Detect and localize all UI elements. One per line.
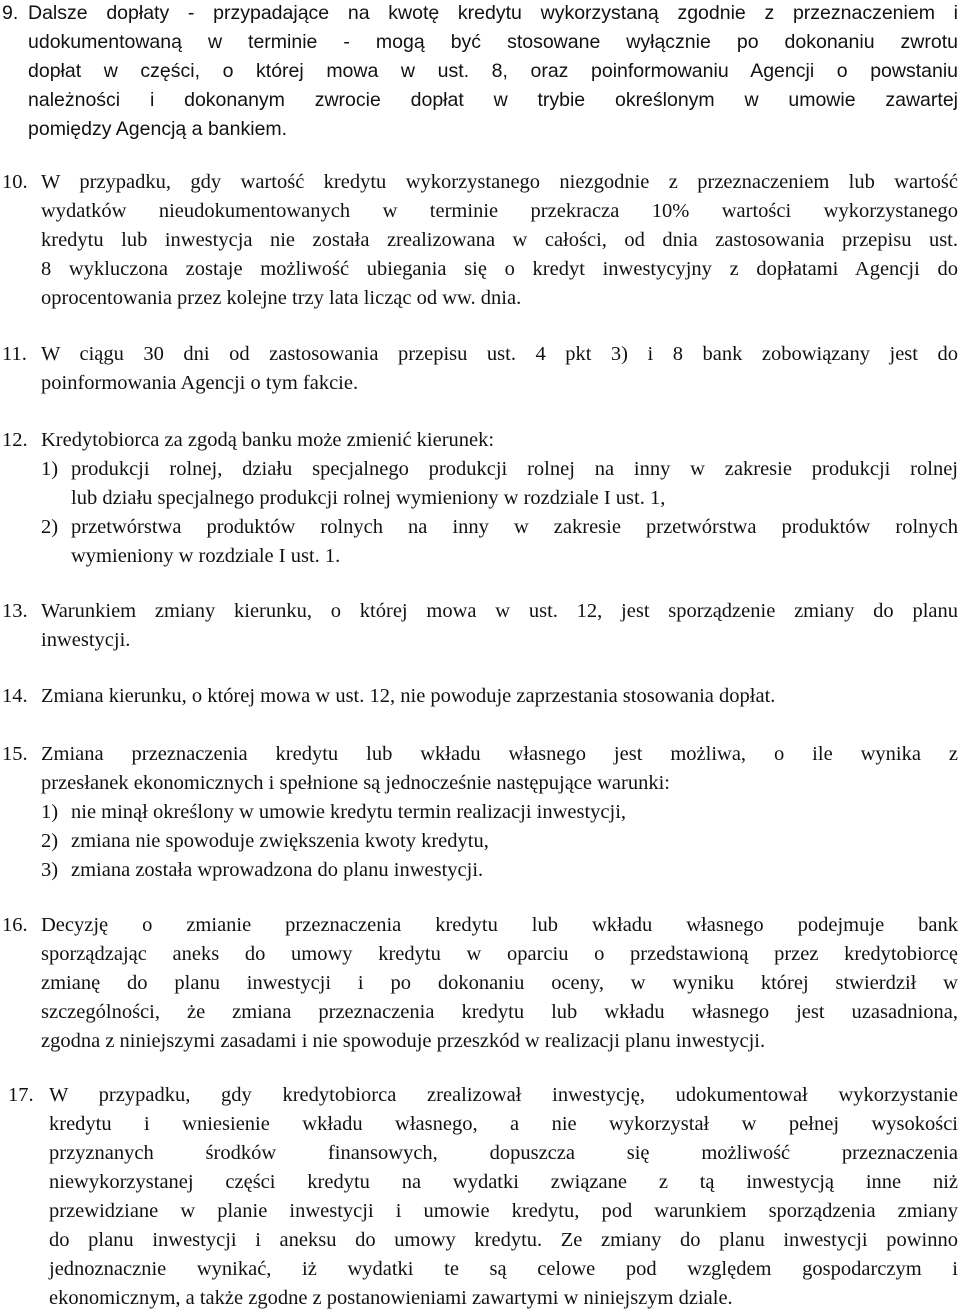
text-line: szczególności, że zmiana przeznaczenia kredytu lub wkładu własnego jest uzasadniona, xyxy=(41,1001,958,1023)
text-line: poinformowania Agencji o tym fakcie. xyxy=(41,372,359,394)
text-line: należności i dokonanym zwrocie dopłat w trybie określonym w umowie zawartej xyxy=(28,89,958,111)
text-line: kredytu i wniesienie wkładu własnego, a nie wykorzystał w pełnej wysokości xyxy=(49,1113,958,1135)
list-item xyxy=(41,827,958,856)
paragraph-intro: Kredytobiorca za zgodą banku może zmienić kierunek: xyxy=(41,429,495,451)
paragraph-15 xyxy=(0,740,958,885)
text-line: ekonomicznym, a także zgodne z postanowieniami zawartymi w niniejszym dziale. xyxy=(49,1287,733,1309)
list-item xyxy=(41,455,958,513)
paragraph-12 xyxy=(0,426,958,571)
list-item xyxy=(41,856,958,885)
text-line: W ciągu 30 dni od zastosowania przepisu ust. 4 pkt 3) i 8 bank zobowiązany jest do xyxy=(41,343,958,365)
text-line: jednoznacznie wynikać, iż wydatki te są celowe pod względem gospodarczym i xyxy=(49,1258,958,1280)
paragraph-number: 9. xyxy=(2,2,19,24)
text-line: zmiana została wprowadzona do planu inwestycji. xyxy=(71,859,484,881)
paragraph-body xyxy=(41,682,958,711)
paragraph-body xyxy=(41,426,958,571)
paragraph-13 xyxy=(0,597,958,655)
text-line: W przypadku, gdy wartość kredytu wykorzystanego niezgodnie z przeznaczeniem lub wartość xyxy=(41,171,958,193)
list-item xyxy=(41,798,958,827)
paragraph-body xyxy=(41,597,958,655)
paragraph-number: 10. xyxy=(2,171,28,193)
paragraph-10 xyxy=(0,168,958,313)
text-line: przetwórstwa produktów rolnych na inny w zakresie przetwórstwa produktów rolnych xyxy=(71,516,958,538)
text-line: oprocentowania przez kolejne trzy lata licząc od ww. dnia. xyxy=(41,287,522,309)
list-item-number: 1) xyxy=(41,458,59,480)
text-line: przewidziane w planie inwestycji i umowie kredytu, pod warunkiem sporządzenia zmiany xyxy=(49,1200,958,1222)
text-line: W przypadku, gdy kredytobiorca zrealizował inwestycję, udokumentował wykorzystanie xyxy=(49,1084,958,1106)
paragraph-body xyxy=(41,168,958,313)
text-line: przyznanych środków finansowych, dopuszcza się możliwość przeznaczenia xyxy=(49,1142,958,1164)
list-item-number: 2) xyxy=(41,830,59,852)
paragraph-body xyxy=(41,340,958,398)
text-line: przesłanek ekonomicznych i spełnione są jednocześnie następujące warunki: xyxy=(41,772,670,794)
text-line: Zmiana kierunku, o której mowa w ust. 12, nie powoduje zaprzestania stosowania dopłat. xyxy=(41,685,776,707)
text-line: lub działu specjalnego produkcji rolnej wymieniony w rozdziale I ust. 1, xyxy=(71,487,666,509)
text-line: Dalsze dopłaty - przypadające na kwotę kredytu wykorzystaną zgodnie z przeznaczeniem i xyxy=(28,2,958,24)
paragraph-14 xyxy=(0,682,958,711)
paragraph-number: 13. xyxy=(2,600,28,622)
text-line: nie minął określony w umowie kredytu termin realizacji inwestycji, xyxy=(71,801,627,823)
text-line: zgodna z niniejszymi zasadami i nie spowoduje przeszkód w realizacji planu inwestycji. xyxy=(41,1030,766,1052)
paragraph-11 xyxy=(0,340,958,398)
text-line: do planu inwestycji i aneksu do umowy kredytu. Ze zmiany do planu inwestycji powinno xyxy=(49,1229,958,1251)
text-line: wydatków nieudokumentowanych w terminie przekracza 10% wartości wykorzystanego xyxy=(41,200,958,222)
list-item-number: 3) xyxy=(41,859,59,881)
text-line: produkcji rolnej, działu specjalnego produkcji rolnej na inny w zakresie produkcji rolnej xyxy=(71,458,958,480)
paragraph-number: 15. xyxy=(2,743,28,765)
list-item xyxy=(41,513,958,571)
paragraph-16 xyxy=(0,911,958,1056)
text-line: zmianę do planu inwestycji i po dokonaniu oceny, w wyniku której stwierdził w xyxy=(41,972,958,994)
paragraph-9 xyxy=(0,0,958,144)
text-line: sporządzając aneks do umowy kredytu w oparciu o przedstawioną przez kredytobiorcę xyxy=(41,943,958,965)
text-line: 8 wykluczona zostaje możliwość ubiegania się o kredyt inwestycyjny z dopłatami Agencji do xyxy=(41,258,958,280)
paragraph-number: 17. xyxy=(8,1084,34,1106)
text-line: wymieniony w rozdziale I ust. 1. xyxy=(71,545,341,567)
text-line: inwestycji. xyxy=(41,629,131,651)
paragraph-body xyxy=(41,740,958,885)
text-line: Zmiana przeznaczenia kredytu lub wkładu własnego jest możliwa, o ile wynika z xyxy=(41,743,958,765)
list-item-number: 1) xyxy=(41,801,59,823)
text-line: Decyzję o zmianie przeznaczenia kredytu lub wkładu własnego podejmuje bank xyxy=(41,914,958,936)
paragraph-number: 16. xyxy=(2,914,28,936)
text-line: dopłat w części, o której mowa w ust. 8, oraz poinformowaniu Agencji o powstaniu xyxy=(28,60,958,82)
paragraph-body xyxy=(28,0,958,144)
list-item-number: 2) xyxy=(41,516,59,538)
text-line: Warunkiem zmiany kierunku, o której mowa w ust. 12, jest sporządzenie zmiany do planu xyxy=(41,600,958,622)
paragraph-17 xyxy=(0,1081,958,1313)
paragraph-body xyxy=(41,911,958,1056)
text-line: pomiędzy Agencją a bankiem. xyxy=(28,118,288,140)
paragraph-body xyxy=(49,1081,958,1313)
paragraph-number: 12. xyxy=(2,429,28,451)
text-line: udokumentowaną w terminie - mogą być stosowane wyłącznie po dokonaniu zwrotu xyxy=(28,31,958,53)
paragraph-number: 14. xyxy=(2,685,28,707)
paragraph-number: 11. xyxy=(2,343,27,365)
text-line: zmiana nie spowoduje zwiększenia kwoty kredytu, xyxy=(71,830,489,852)
text-line: niewykorzystanej części kredytu na wydatki związane z tą inwestycją inne niż xyxy=(49,1171,958,1193)
text-line: kredytu lub inwestycja nie została zrealizowana w całości, od dnia zastosowania przepisu ust. xyxy=(41,229,958,251)
